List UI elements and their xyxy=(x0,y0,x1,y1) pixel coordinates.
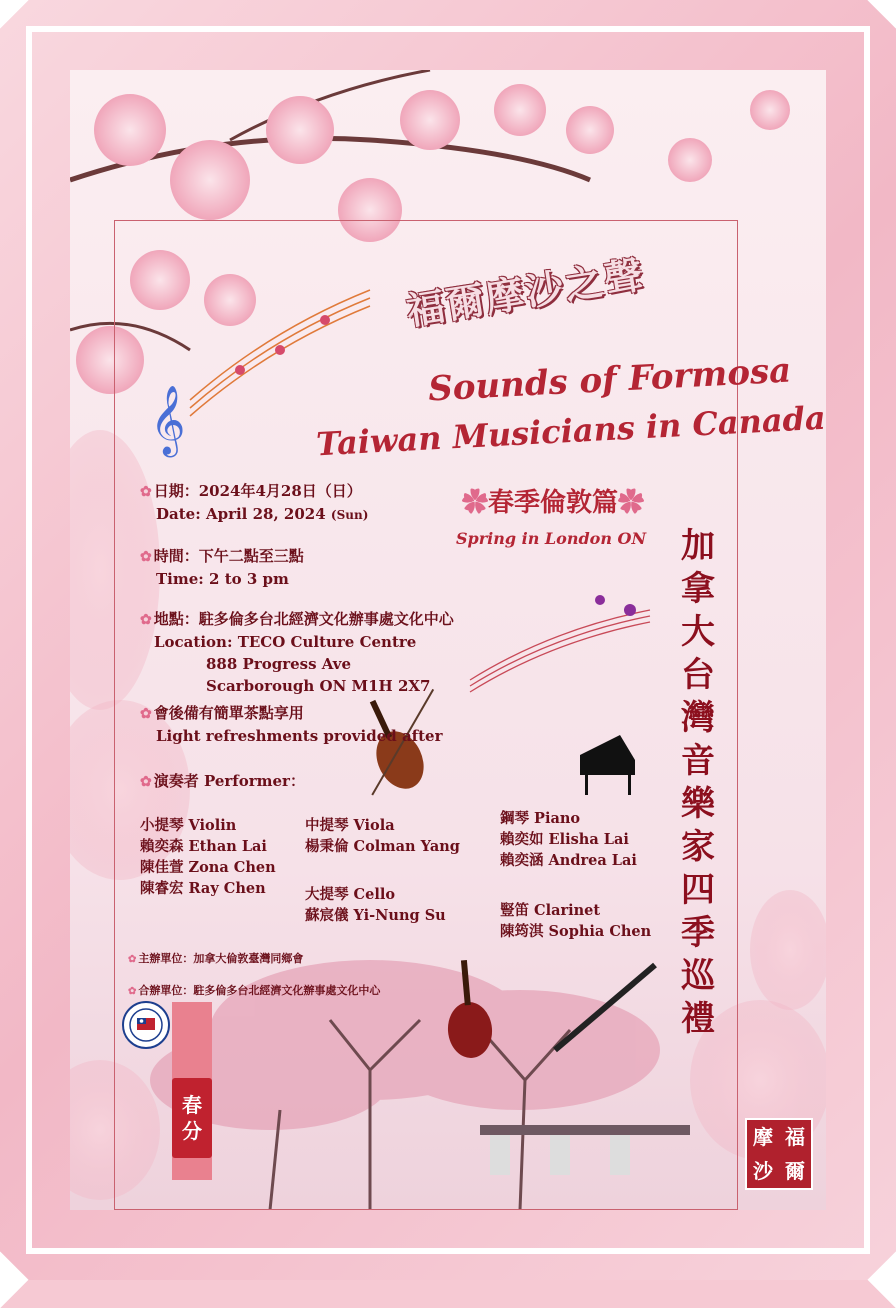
location-block: ✿ 地點：駐多倫多台北經濟文化辦事處文化中心 Location: TECO Culture Centre 888 Progress Ave Scarborough ON M1H 2X7 xyxy=(140,610,454,695)
season-label: 春 分 xyxy=(172,1078,212,1158)
title-chinese: 福爾摩沙之聲 xyxy=(403,251,648,334)
organizer: ✿ 主辦單位：加拿大倫敦臺灣同鄉會 xyxy=(128,952,304,965)
violin-group: 小提琴 Violin 賴奕森 Ethan Lai 陳佳萱 Zona Chen 陳睿宏 Ray Chen xyxy=(140,817,276,897)
teco-seal-logo xyxy=(122,1001,170,1049)
clarinet-group: 豎笛 Clarinet 陳筠淇 Sophia Chen xyxy=(500,902,652,940)
event-title-english: Spring in London ON xyxy=(456,529,647,548)
cello-group: 大提琴 Cello 蘇宸儀 Yi-Nung Su xyxy=(305,886,446,924)
fuermosha-stamp: 摩 福 沙 爾 xyxy=(745,1118,813,1190)
blossom-icon: ✿ xyxy=(462,488,489,518)
blossom-icon: ✿ xyxy=(618,488,645,518)
blossom-icon: ✿ xyxy=(128,986,137,997)
blossom-icon: ✿ xyxy=(140,612,152,628)
date-block: ✿ 日期：2024年4月28日（日） Date: April 28, 2024 (Sun) xyxy=(140,482,369,523)
performer-heading: ✿ 演奏者 Performer： xyxy=(140,770,305,793)
blossom-icon: ✿ xyxy=(128,954,137,965)
blossom-icon: ✿ xyxy=(140,706,152,722)
co-organizer: ✿ 合辦單位：駐多倫多台北經濟文化辦事處文化中心 xyxy=(128,984,381,997)
viola-group: 中提琴 Viola 楊秉倫 Colman Yang xyxy=(305,817,460,855)
piano-group: 鋼琴 Piano 賴奕如 Elisha Lai 賴奕涵 Andrea Lai xyxy=(500,810,637,869)
blossom-icon: ✿ xyxy=(140,549,152,565)
vertical-title: 加 拿 大 台 灣 音 樂 家 四 季 巡 禮 xyxy=(681,526,715,1039)
event-title-chinese: ✿春季倫敦篇✿ xyxy=(462,488,645,518)
blossom-icon: ✿ xyxy=(140,484,152,500)
svg-text:𝄞: 𝄞 xyxy=(150,385,186,455)
time-block: ✿ 時間：下午二點至三點 Time: 2 to 3 pm xyxy=(140,547,304,588)
refreshments-block: ✿ 會後備有簡單茶點享用 Light refreshments provided after xyxy=(140,704,443,745)
subtitle-english: Taiwan Musicians in Canada xyxy=(315,398,827,464)
title-english: Sounds of Formosa xyxy=(427,350,793,410)
blossom-icon: ✿ xyxy=(140,774,152,790)
